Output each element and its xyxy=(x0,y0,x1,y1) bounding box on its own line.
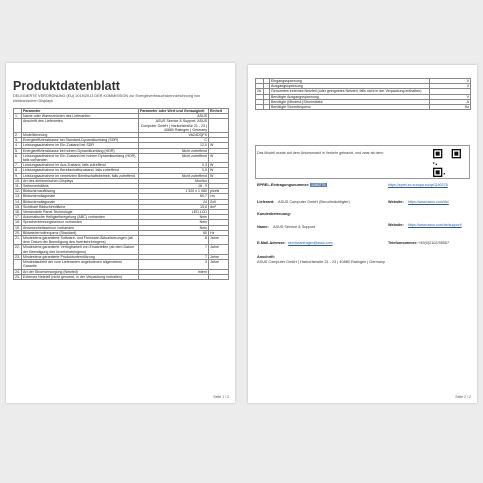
row-unit: Jahre xyxy=(209,245,229,254)
row-number: 23. xyxy=(15,254,20,259)
row-number: 7. xyxy=(14,163,22,168)
row-number xyxy=(14,119,22,133)
page-1 xyxy=(6,63,235,403)
row-unit: Zoll xyxy=(209,199,229,204)
row-unit: Jahre xyxy=(209,260,229,269)
power-supply-table xyxy=(255,78,471,110)
header-param: Parameter xyxy=(22,109,139,114)
row-value: 12,0 xyxy=(139,143,209,148)
phone-value: +49(0)2102/95557 xyxy=(418,241,450,245)
row-unit: W xyxy=(209,168,229,173)
table-row xyxy=(14,245,229,254)
table-row xyxy=(256,105,471,110)
lieferant-value: ASUS Computer GmbH (Bevollmächtigter) xyxy=(278,200,350,204)
row-value: Intern xyxy=(139,269,209,274)
row-unit xyxy=(209,119,229,133)
eprel-label: EPREL-Eintragungsnummer: xyxy=(257,183,310,187)
row-unit: Hz xyxy=(209,230,229,235)
page-title: Produktdatenblatt xyxy=(13,79,120,93)
row-number: 10. xyxy=(15,178,20,183)
name-value: ASUS Service & Support xyxy=(273,225,315,229)
table-row xyxy=(14,236,229,245)
row-parameter: Mindestens garantierte Produktunterstützung xyxy=(22,254,139,259)
row-parameter: Bildschirmdiagonale xyxy=(22,194,139,199)
row-parameter: Benötigte Ausgangsspannung xyxy=(270,94,430,99)
page-footer: Seite 2 / 2 xyxy=(455,395,471,399)
row-number: 15. xyxy=(15,204,20,209)
row-parameter: Name oder Warenzeichen des Lieferanten xyxy=(22,114,139,119)
row-unit: Jahre xyxy=(209,254,229,259)
row-parameter: Spracherkennungssensor vorhanden xyxy=(22,220,139,225)
address-value: ASUS Computer GmbH | Harkortstraße 21 - 23 | 40880 Ratingen | Germany xyxy=(257,260,385,264)
row-value: Nicht zutreffend xyxy=(139,173,209,178)
row-number: 11. xyxy=(15,184,20,189)
row-value: 3 xyxy=(139,260,209,269)
row-unit: W xyxy=(209,143,229,148)
row-parameter: Genormtes externes Netzteil (oder geeignetes Netzteil, falls nicht in der Verpackung enthalten) xyxy=(270,89,430,94)
row-number: 21. xyxy=(14,236,22,245)
row-parameter: Automatische Helligkeitsregelung (ABC) vorhanden xyxy=(22,215,139,220)
row-unit: V xyxy=(430,79,471,84)
row-parameter: Externes Netzteil (nicht genormt, in der Verpackung enthalten) xyxy=(22,274,139,279)
row-value: C xyxy=(139,138,209,143)
website-support-label: Website: xyxy=(388,223,404,227)
row-parameter: Mindestens garantierte Software- und Firmware-Aktualisierungen (ab dem Datum der Beendigung des Inverkehrbringens) xyxy=(22,236,139,245)
row-parameter: Leistungsaufnahme im vernetzten Bereitschaftsbetrieb, falls zutreffend xyxy=(22,173,139,178)
row-parameter: Benötigte (Mindest-)Stromstärke xyxy=(270,99,430,104)
row-value: 60,7 xyxy=(139,194,209,199)
row-unit: Jahre xyxy=(209,236,229,245)
row-value: 60 xyxy=(139,230,209,235)
phone-label: Telefonnummer: xyxy=(388,241,418,245)
row-value: Monitor xyxy=(139,178,209,183)
row-value: 7 xyxy=(139,254,209,259)
row-number xyxy=(256,105,264,110)
row-unit xyxy=(209,274,229,279)
row-value: ASUS xyxy=(139,114,209,119)
row-number: 12. xyxy=(15,189,20,194)
row-parameter: Energieeffizienzklasse bei hohem Dynamikumfang (HDR) xyxy=(22,148,139,153)
row-parameter: Ausgangsspannung xyxy=(270,84,430,89)
table-row xyxy=(14,119,229,133)
eprel-number: 1160278 xyxy=(311,183,326,187)
datasheet-table xyxy=(13,108,229,280)
row-number: 22. xyxy=(14,245,22,254)
lieferant-label: Lieferant: xyxy=(257,200,275,204)
row-value: VA24DQFS xyxy=(139,133,209,138)
row-parameter: Bildschirmdiagonale xyxy=(22,199,139,204)
row-unit: cm xyxy=(209,194,229,199)
row-number: 26. xyxy=(257,89,262,94)
table-row xyxy=(14,173,229,178)
row-value: 1 920 x 1 080 xyxy=(139,189,209,194)
power-supply-table-body xyxy=(256,79,471,110)
row-parameter: Anwesenheitssensor vorhanden xyxy=(22,225,139,230)
row-parameter: Bildschirmauflösung xyxy=(22,189,139,194)
table-row xyxy=(14,153,229,162)
row-parameter: Art der Stromversorgung (Netzteil) xyxy=(22,269,139,274)
row-value: 15,6 xyxy=(139,204,209,209)
row-value: 7 xyxy=(139,245,209,254)
row-number: 20. xyxy=(15,230,20,235)
row-value: LED LCD xyxy=(139,210,209,215)
row-number: 24. xyxy=(15,269,20,274)
row-unit: W xyxy=(209,163,229,168)
row-number: 17. xyxy=(15,215,20,220)
row-unit: dm² xyxy=(209,204,229,209)
row-number: 19. xyxy=(15,225,20,230)
row-value: 24 xyxy=(139,199,209,204)
row-unit: A xyxy=(430,99,471,104)
row-parameter: Benötigte Stromfrequenz xyxy=(270,105,430,110)
row-value: 0,3 xyxy=(139,163,209,168)
row-parameter: Leistungsaufnahme im Ein-Zustand bei SDR xyxy=(22,143,139,148)
row-value: Nein xyxy=(139,220,209,225)
page-footer: Seite 1 / 2 xyxy=(213,395,229,399)
row-parameter: Eingangsspannung xyxy=(270,79,430,84)
email-label: E-Mail-Adresse: xyxy=(257,241,286,245)
row-parameter: Mindestlaufzeit der vom Lieferanten angebotenen allgemeinen Garantie xyxy=(22,260,139,269)
row-value: Nein xyxy=(139,225,209,230)
row-value xyxy=(139,274,209,279)
row-parameter: Seitenverhältnis xyxy=(22,184,139,189)
row-value: 8 xyxy=(139,236,209,245)
row-number xyxy=(14,260,22,269)
row-number: 9. xyxy=(14,173,22,178)
row-parameter: Energieeffizienzklasse bei Standard-Dynamikumfang (SDR) xyxy=(22,138,139,143)
row-number: 18. xyxy=(15,220,20,225)
row-value: ASUS Service & Support, ASUS Computer GmbH | Harkortstraße 21 - 23 | 40880 Ratingen | Germany xyxy=(139,119,209,133)
row-parameter: Sichtbare Bildschirmfläche xyxy=(22,204,139,209)
header-value: Parameter oder Wert und Genauigkeit xyxy=(139,109,209,114)
row-parameter: Modellkennung xyxy=(22,133,139,138)
row-unit: Hz xyxy=(430,105,471,110)
row-parameter: Bildwiederholfrequenz (Standard) xyxy=(22,230,139,235)
address-label: Anschrift: xyxy=(257,255,275,259)
row-parameter: Verwendete Panel-Technologie xyxy=(22,210,139,215)
row-unit: W xyxy=(209,173,229,178)
row-number: 14. xyxy=(15,199,20,204)
website-link[interactable]: https://www.asus.com/de/ xyxy=(408,200,449,204)
eprel-link[interactable]: https://eprel.ec.europa.eu/qr/1160278 xyxy=(388,183,448,187)
row-parameter: Art des elektronischen Displays xyxy=(22,178,139,183)
datasheet-table-body xyxy=(14,114,229,280)
row-value: 16 : 9 xyxy=(139,184,209,189)
regulation-subtitle: DELEGIERTE VERORDNUNG (EU) 2019/2013 DER KOMMISSION zur Energieverbrauchskennzeichnung von elektronischen Displays xyxy=(13,94,201,103)
email-link[interactable]: serviceanfragen@asus.com xyxy=(288,241,333,245)
row-value: Nein xyxy=(139,215,209,220)
row-unit: V xyxy=(430,94,471,99)
row-number: 6. xyxy=(14,153,22,162)
row-unit: pixels xyxy=(209,189,229,194)
header-unit: Einheit xyxy=(209,109,229,114)
row-parameter: Leistungsaufnahme im Bereitschaftszustand, falls zutreffend xyxy=(22,168,139,173)
row-unit: V xyxy=(430,84,471,89)
row-value: Nicht zutreffend xyxy=(139,148,209,153)
row-number: 25. xyxy=(15,274,20,279)
market-date-note: Das Modell wurde auf dem Unionsmarkt in Verkehr gebracht, und zwar ab dem: xyxy=(257,151,384,155)
page-2 xyxy=(248,65,477,403)
row-unit: W xyxy=(209,153,229,162)
website-support-link[interactable]: https://www.asus.com/de/support/ xyxy=(408,223,462,227)
row-parameter: Mindestens garantierte Verfügbarkeit von Ersatzteilen (ab dem Datum der Beendigung des Inverkehrbringens) xyxy=(22,245,139,254)
row-number: 5. xyxy=(14,148,22,153)
row-value: 0,5 xyxy=(139,168,209,173)
table-row xyxy=(14,274,229,279)
row-number: 16. xyxy=(15,210,20,215)
row-number: 2. xyxy=(14,133,22,138)
row-number: 3. xyxy=(14,138,22,143)
row-number: 13. xyxy=(15,194,20,199)
kundenbetreuung-label: Kundenbetreuung: xyxy=(257,212,291,216)
row-parameter: Anschrift des Lieferanten xyxy=(22,119,139,133)
row-value: Nicht zutreffend xyxy=(139,153,209,162)
market-date-box xyxy=(255,145,470,179)
row-number: 1. xyxy=(14,114,22,119)
row-parameter: Leistungsaufnahme im Aus-Zustand, falls zutreffend xyxy=(22,163,139,168)
row-number: 8. xyxy=(14,168,22,173)
website-label: Website: xyxy=(388,200,404,204)
row-parameter: Leistungsaufnahme im Ein-Zustand bei hohem Dynamikumfang (HDR), falls vorhanden xyxy=(22,153,139,162)
table-row xyxy=(14,260,229,269)
name-label: Name: xyxy=(257,225,269,229)
row-number: 4. xyxy=(14,143,22,148)
